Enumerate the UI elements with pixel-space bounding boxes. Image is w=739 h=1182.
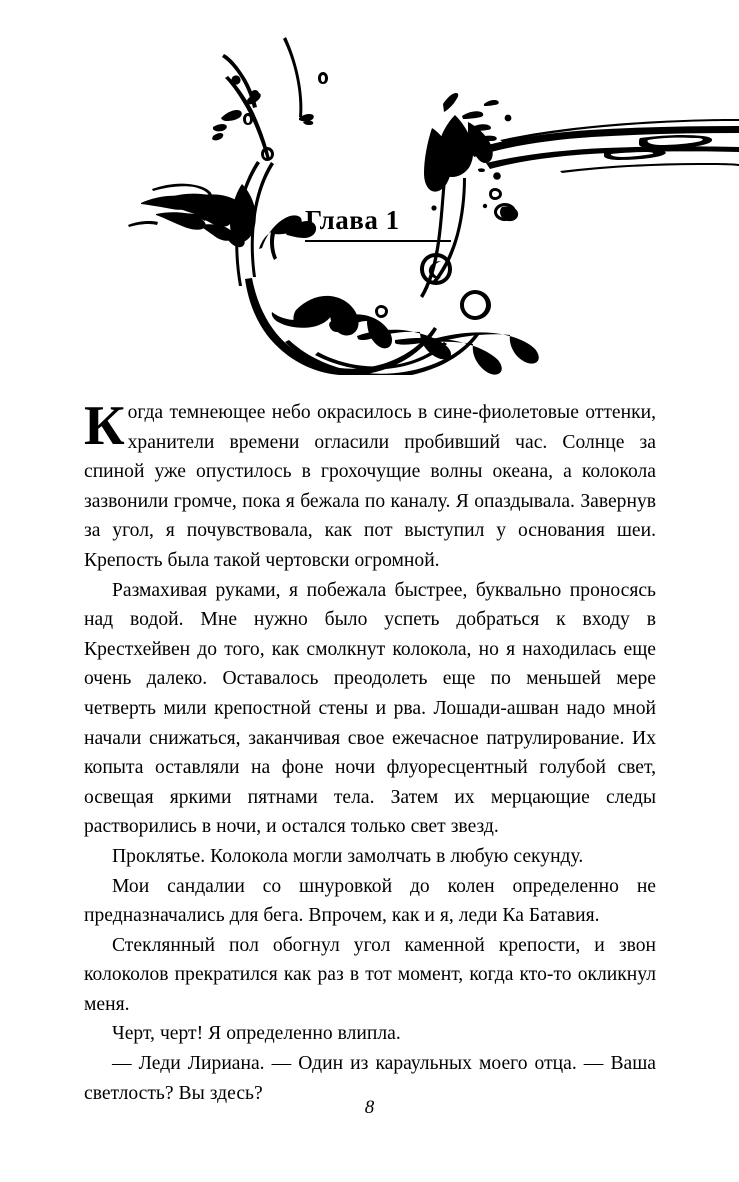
chapter-header xyxy=(0,0,739,375)
paragraph: Черт, черт! Я определенно влипла. xyxy=(112,1023,401,1045)
paragraph: Мои сандалии со шнуровкой до колен определенно не предназначались для бега. Впрочем, как и я, леди Ка Батавия. xyxy=(84,875,656,927)
paragraph: — Леди Лириана. — Один из караульных моего отца. — Ваша светлость? Вы здесь? xyxy=(84,1053,656,1104)
paragraph: Проклятье. Колокола могли замолчать в любую секунду. xyxy=(112,845,584,867)
chapter-title-rule xyxy=(305,240,451,242)
paragraph: Стеклянный пол обогнул угол каменной крепости, и звон колоколов прекратился как раз в тот момент, когда кто-то окликнул меня. xyxy=(84,934,656,1015)
paragraph: Когда темнеющее небо окрасилось в сине-фиолетовые оттенки, хранители времени огласили пробивший час. Солнце за спиной уже опустилось в грохочущие волны океана, а колокола зазвонили громче, пока я бежала по каналу. Я опаздывала. Завернув за угол, я почувствовала, как пот выступил у основания шеи. Крепость была такой чертовски огромной. xyxy=(84,395,656,571)
page-title: Глава 1 xyxy=(305,205,400,235)
ink-splash-ornament-icon xyxy=(0,0,739,375)
page-number: 8 xyxy=(364,1097,375,1118)
body-text xyxy=(84,395,656,1108)
paragraph: Размахивая руками, я побежала быстрее, буквально проносясь над водой. Мне нужно было успеть добраться к входу в Крестхейвен до того, как смолкнут колокола, но я находилась еще очень далеко. Оставалось преодолеть еще по меньшей мере четверть мили крепостной стены и рва. Лошади-ашван надо мной начали снижаться, заканчивая свое ежечасное патрулирование. Их копыта оставляли на фоне ночи флуоресцентный голубой свет, освещая яркими пятнами тела. Затем их мерцающие следы растворились в ночи, и остался только свет звезд. xyxy=(84,579,656,838)
chapter-title-block xyxy=(305,206,500,242)
